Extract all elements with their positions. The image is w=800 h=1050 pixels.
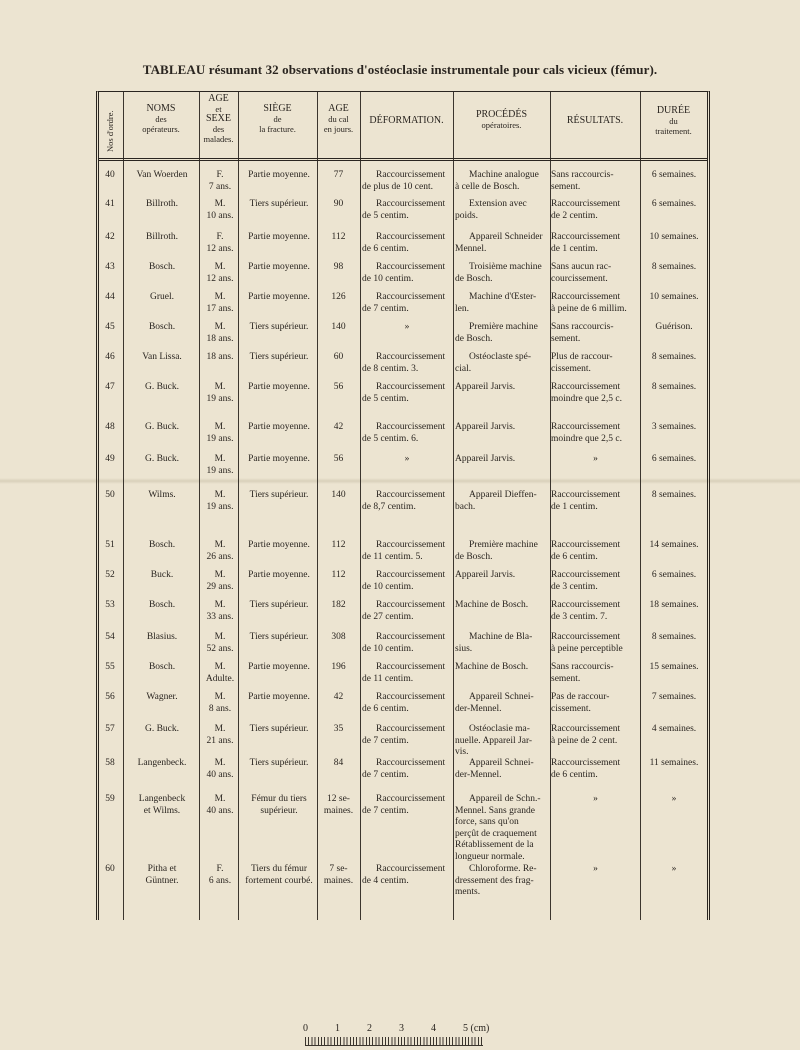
cell-proc: Appareil Jarvis. — [455, 454, 516, 464]
cell-sex: M. 26 ans. — [206, 540, 234, 562]
cell-site: Tiers du fémur fortement courbé. — [245, 864, 313, 886]
cell-dur: 6 semaines. — [651, 570, 697, 580]
cell-def: Raccourcissement de 4 centim. — [362, 864, 446, 886]
header-site: SIÈGE de la fracture. — [259, 103, 296, 134]
scale-label: 1 — [335, 1023, 340, 1034]
cell-def: Raccourcissement de plus de 10 cent. — [362, 170, 446, 192]
cell-def: Raccourcissement de 10 centim. — [362, 570, 446, 592]
cell-dur: 6 semaines. — [651, 199, 697, 209]
cell-name: Bosch. — [148, 600, 176, 610]
cell-sex: M. 18 ans. — [206, 322, 234, 344]
header-name: NOMS des opérateurs. — [142, 103, 180, 134]
cell-site: Partie moyenne. — [248, 232, 310, 242]
cell-num: 46 — [105, 352, 115, 362]
cell-sex: M. 19 ans. — [206, 382, 234, 404]
cell-dur: 4 semaines. — [651, 724, 697, 734]
cell-dur: » — [671, 864, 677, 874]
cell-def: Raccourcissement de 7 centim. — [362, 292, 446, 314]
cell-res: Plus de raccour- cissement. — [551, 352, 613, 374]
cell-res: Raccourcissement de 3 centim. 7. — [551, 600, 621, 622]
cell-res: Raccourcissement de 1 centim. — [551, 490, 621, 512]
cell-num: 59 — [105, 794, 115, 804]
cell-name: Wagner. — [146, 692, 178, 702]
cell-name: Buck. — [150, 570, 174, 580]
cell-site: Partie moyenne. — [248, 570, 310, 580]
cell-def: Raccourcissement de 7 centim. — [362, 724, 446, 746]
cell-name: Blasius. — [146, 632, 178, 642]
cell-res: Raccourcissement à peine de 6 millim. — [551, 292, 627, 314]
scale-ticks — [305, 1037, 483, 1046]
cell-num: 40 — [105, 170, 115, 180]
header-def: DÉFORMATION. — [369, 115, 444, 126]
cm-scale — [303, 1023, 493, 1047]
cell-name: Pitha et Güntner. — [145, 864, 179, 886]
cell-dur: 10 semaines. — [649, 292, 699, 302]
cell-sex: M. 40 ans. — [206, 758, 234, 780]
cell-def: » — [404, 322, 410, 332]
cell-sex: M. 17 ans. — [206, 292, 234, 314]
cell-dur: 8 semaines. — [651, 382, 697, 392]
cell-def: Raccourcissement de 7 centim. — [362, 758, 446, 780]
cell-name: Wilms. — [148, 490, 176, 500]
cell-site: Partie moyenne. — [248, 454, 310, 464]
cell-def: Raccourcissement de 10 centim. — [362, 632, 446, 654]
cell-proc: Première machine de Bosch. — [455, 322, 538, 344]
cell-res: Sans aucun rac- courcissement. — [551, 262, 612, 284]
cell-sex: M. 12 ans. — [206, 262, 234, 284]
cell-name: Bosch. — [148, 262, 176, 272]
cell-dur: 6 semaines. — [651, 454, 697, 464]
cell-sex: M. 19 ans. — [206, 490, 234, 512]
cell-name: Van Woerden — [136, 170, 188, 180]
cell-proc: Appareil Schneider Mennel. — [455, 232, 543, 254]
cell-sex: M. 10 ans. — [206, 199, 234, 221]
cell-name: G. Buck. — [144, 454, 180, 464]
cell-dur: » — [671, 794, 677, 804]
cell-proc: Machine analogue à celle de Bosch. — [455, 170, 539, 192]
cell-sex: M. 21 ans. — [206, 724, 234, 746]
cell-num: 42 — [105, 232, 115, 242]
cell-dur: 10 semaines. — [649, 232, 699, 242]
cell-dur: 18 semaines. — [649, 600, 699, 610]
cell-num: 45 — [105, 322, 115, 332]
cell-name: Billroth. — [146, 232, 178, 242]
cell-site: Tiers supérieur. — [249, 199, 309, 209]
cell-proc: Ostéoclaste spé- cial. — [455, 352, 531, 374]
cell-num: 44 — [105, 292, 115, 302]
cell-name: Bosch. — [148, 540, 176, 550]
cell-proc: Ostéoclasie ma- nuelle. Appareil Jar- vis. — [455, 724, 533, 757]
cell-age: 84 — [333, 758, 344, 768]
cell-sex: F. 12 ans. — [206, 232, 234, 254]
cell-num: 55 — [105, 662, 115, 672]
cell-proc: Première machine de Bosch. — [455, 540, 538, 562]
cell-proc: Troisième machine de Bosch. — [455, 262, 542, 284]
cell-def: Raccourcissement de 8 centim. 3. — [362, 352, 446, 374]
cell-age: 60 — [333, 352, 344, 362]
cell-res: » — [593, 794, 598, 804]
cell-site: Partie moyenne. — [248, 692, 310, 702]
cell-res: Pas de raccour- cissement. — [551, 692, 610, 714]
cell-proc: Appareil Dieffen- bach. — [455, 490, 537, 512]
cell-site: Tiers supérieur. — [249, 322, 309, 332]
cell-dur: 8 semaines. — [651, 352, 697, 362]
cell-proc: Machine de Bla- sius. — [455, 632, 533, 654]
scale-label: 2 — [367, 1023, 372, 1034]
cell-res: Raccourcissement de 6 centim. — [551, 758, 621, 780]
cell-proc: Machine d'Œster- len. — [455, 292, 537, 314]
cell-def: Raccourcissement de 5 centim. — [362, 382, 446, 404]
cell-num: 57 — [105, 724, 115, 734]
cell-def: Raccourcissement de 6 centim. — [362, 692, 446, 714]
cell-dur: 6 semaines. — [651, 170, 697, 180]
cell-dur: Guérison. — [655, 322, 693, 332]
cell-num: 60 — [105, 864, 115, 874]
header-dur: DURÉE du traitement. — [655, 105, 692, 136]
cell-age: 56 — [333, 454, 344, 464]
cell-num: 51 — [105, 540, 115, 550]
cell-dur: 11 semaines. — [649, 758, 699, 768]
cell-proc: Appareil Jarvis. — [455, 570, 516, 580]
cell-sex: M. Adulte. — [205, 662, 235, 684]
cell-def: Raccourcissement de 11 centim. 5. — [362, 540, 446, 562]
cell-site: Tiers supérieur. — [249, 490, 309, 500]
cell-def: Raccourcissement de 7 centim. — [362, 794, 446, 816]
cell-proc: Appareil Schnei- der-Mennel. — [455, 692, 534, 714]
cell-num: 41 — [105, 199, 115, 209]
cell-age: 90 — [333, 199, 344, 209]
cell-dur: 8 semaines. — [651, 262, 697, 272]
header-proc: PROCÉDÉS opératoires. — [475, 109, 528, 130]
cell-site: Partie moyenne. — [248, 540, 310, 550]
cell-res: Raccourcissement moindre que 2,5 c. — [551, 382, 622, 404]
cell-res: Raccourcissement à peine perceptible — [551, 632, 623, 654]
cell-site: Partie moyenne. — [248, 292, 310, 302]
cell-def: Raccourcissement de 11 centim. — [362, 662, 446, 684]
cell-proc: Machine de Bosch. — [455, 662, 529, 672]
cell-def: Raccourcissement de 8,7 centim. — [362, 490, 446, 512]
header-res: RÉSULTATS. — [566, 115, 624, 126]
scale-label: 5 (cm) — [463, 1023, 490, 1034]
observations-table — [96, 91, 710, 920]
cell-dur: 3 semaines. — [651, 422, 697, 432]
header-sex: AGE et SEXE des malades. — [203, 93, 234, 144]
table-header — [99, 92, 707, 158]
cell-age: 126 — [331, 292, 346, 302]
cell-num: 53 — [105, 600, 115, 610]
cell-num: 56 — [105, 692, 115, 702]
cell-num: 43 — [105, 262, 115, 272]
scale-label: 3 — [399, 1023, 404, 1034]
cell-proc: Chloroforme. Re- dressement des frag- ments. — [455, 864, 537, 897]
cell-proc: Appareil Schnei- der-Mennel. — [455, 758, 534, 780]
cell-sex: M. 19 ans. — [206, 454, 234, 476]
cell-name: Bosch. — [148, 322, 176, 332]
cell-dur: 15 semaines. — [649, 662, 699, 672]
cell-site: Tiers supérieur. — [249, 352, 309, 362]
cell-res: Raccourcissement de 6 centim. — [551, 540, 621, 562]
cell-dur: 8 semaines. — [651, 490, 697, 500]
cell-proc: Appareil de Schn.- Mennel. Sans grande force, sans qu'on perçût de craquement Rétablissement de la longueur normale. — [455, 794, 541, 862]
cell-proc: Appareil Jarvis. — [455, 382, 516, 392]
cell-site: Partie moyenne. — [248, 262, 310, 272]
cell-num: 50 — [105, 490, 115, 500]
cell-def: Raccourcissement de 10 centim. — [362, 262, 446, 284]
cell-site: Tiers supérieur. — [249, 632, 309, 642]
cell-res: Raccourcissement de 3 centim. — [551, 570, 621, 592]
cell-def: Raccourcissement de 5 centim. 6. — [362, 422, 446, 444]
cell-sex: M. 8 ans. — [208, 692, 232, 714]
cell-name: Langenbeck et Wilms. — [138, 794, 186, 816]
table-title: TABLEAU résumant 32 observations d'ostéoclasie instrumentale pour cals vicieux (fémur). — [142, 62, 658, 77]
header-age: AGE du cal en jours. — [323, 103, 354, 134]
cell-age: 140 — [331, 490, 346, 500]
cell-num: 48 — [105, 422, 115, 432]
cell-name: Bosch. — [148, 662, 176, 672]
cell-age: 112 — [331, 232, 346, 242]
cell-site: Partie moyenne. — [248, 662, 310, 672]
cell-site: Tiers supérieur. — [249, 758, 309, 768]
cell-dur: 7 semaines. — [651, 692, 697, 702]
cell-sex: F. 6 ans. — [208, 864, 232, 886]
cell-sex: 18 ans. — [206, 352, 234, 362]
header-num: Nos d'ordre. — [105, 110, 115, 152]
cell-name: G. Buck. — [144, 422, 180, 432]
cell-res: Raccourcissement de 1 centim. — [551, 232, 621, 254]
cell-def: » — [404, 454, 410, 464]
cell-site: Partie moyenne. — [248, 422, 310, 432]
cell-def: Raccourcissement de 5 centim. — [362, 199, 446, 221]
cell-name: G. Buck. — [144, 382, 180, 392]
cell-age: 42 — [333, 422, 344, 432]
cell-sex: M. 40 ans. — [206, 794, 234, 816]
cell-name: Billroth. — [146, 199, 178, 209]
cell-num: 54 — [105, 632, 115, 642]
cell-sex: M. 19 ans. — [206, 422, 234, 444]
cell-res: Sans raccourcis- sement. — [551, 170, 614, 192]
cell-proc: Appareil Jarvis. — [455, 422, 516, 432]
cell-sex: F. 7 ans. — [208, 170, 232, 192]
cell-dur: 14 semaines. — [649, 540, 699, 550]
cell-res: Raccourcissement de 2 centim. — [551, 199, 621, 221]
cell-site: Tiers supérieur. — [249, 724, 309, 734]
cell-site: Fémur du tiers supérieur. — [251, 794, 307, 816]
cell-age: 35 — [333, 724, 344, 734]
cell-dur: 8 semaines. — [651, 632, 697, 642]
cell-age: 196 — [331, 662, 346, 672]
cell-age: 77 — [333, 170, 344, 180]
cell-age: 7 se- maines. — [323, 864, 354, 886]
scale-label: 4 — [431, 1023, 436, 1034]
cell-num: 52 — [105, 570, 115, 580]
cell-res: » — [593, 864, 598, 874]
cell-def: Raccourcissement de 6 centim. — [362, 232, 446, 254]
cell-proc: Machine de Bosch. — [455, 600, 529, 610]
cell-sex: M. 33 ans. — [206, 600, 234, 622]
cell-age: 182 — [331, 600, 346, 610]
cell-name: Langenbeck. — [137, 758, 187, 768]
cell-num: 49 — [105, 454, 115, 464]
cell-sex: M. 52 ans. — [206, 632, 234, 654]
cell-res: Sans raccourcis- sement. — [551, 662, 614, 684]
cell-site: Tiers supérieur. — [249, 600, 309, 610]
cell-res: » — [593, 454, 598, 464]
cell-site: Partie moyenne. — [248, 170, 310, 180]
cell-sex: M. 29 ans. — [206, 570, 234, 592]
cell-num: 58 — [105, 758, 115, 768]
cell-age: 140 — [331, 322, 346, 332]
cell-age: 112 — [331, 540, 346, 550]
cell-def: Raccourcissement de 27 centim. — [362, 600, 446, 622]
cell-age: 12 se- maines. — [323, 794, 354, 816]
cell-res: Sans raccourcis- sement. — [551, 322, 614, 344]
cell-res: Raccourcissement moindre que 2,5 c. — [551, 422, 622, 444]
scale-label: 0 — [303, 1023, 308, 1034]
cell-name: Van Lissa. — [142, 352, 182, 362]
cell-age: 56 — [333, 382, 344, 392]
cell-age: 98 — [333, 262, 344, 272]
cell-age: 308 — [331, 632, 346, 642]
cell-proc: Extension avec poids. — [455, 199, 527, 221]
cell-name: G. Buck. — [144, 724, 180, 734]
cell-res: Raccourcissement à peine de 2 cent. — [551, 724, 621, 746]
cell-name: Gruel. — [149, 292, 174, 302]
cell-age: 42 — [333, 692, 344, 702]
cell-age: 112 — [331, 570, 346, 580]
cell-num: 47 — [105, 382, 115, 392]
cell-site: Partie moyenne. — [248, 382, 310, 392]
